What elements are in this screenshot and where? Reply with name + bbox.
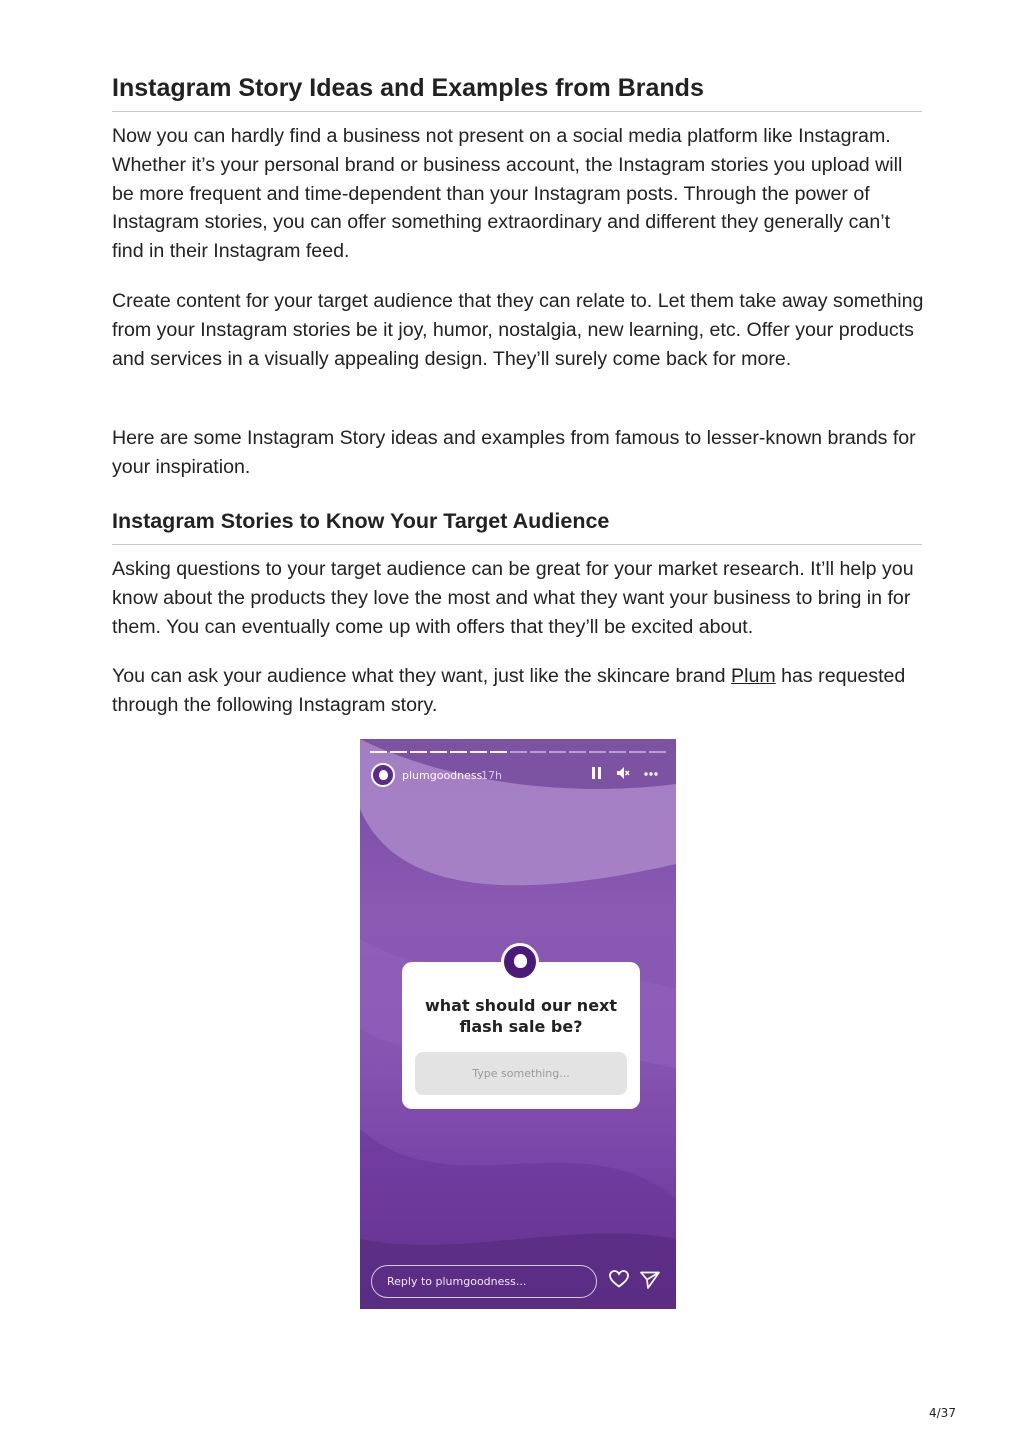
section-paragraph-1: Asking questions to your target audience can be great for your market research. It’ll help you know about the products they love the most and what they want your business to bring in for them. You can eventually come up with offers that they’ll be excited about. [112, 558, 914, 638]
avatar[interactable] [371, 763, 395, 787]
intro-paragraph-3: Here are some Instagram Story ideas and examples from famous to lesser-known brands for your inspiration. [112, 427, 916, 478]
page-number: 4/37 [929, 1406, 956, 1420]
story-progress-bar [370, 751, 666, 753]
reply-input[interactable]: Reply to plumgoodness... [371, 1265, 597, 1298]
progress-segment [649, 751, 666, 753]
progress-segment [510, 751, 527, 753]
sticker-avatar [501, 943, 539, 981]
paragraph-text: has requested through the following Instagram story. [112, 665, 906, 716]
progress-segment [589, 751, 606, 753]
section-divider [112, 544, 922, 545]
section-title: Instagram Stories to Know Your Target Audience [112, 509, 610, 533]
more-icon[interactable] [643, 766, 659, 784]
progress-segment [430, 751, 447, 753]
mute-icon[interactable] [616, 766, 630, 784]
title-divider [112, 111, 922, 112]
progress-segment [470, 751, 487, 753]
paragraph-text: You can ask your audience what they want, just like the skincare brand [112, 665, 732, 687]
progress-segment [549, 751, 566, 753]
article-title: Instagram Story Ideas and Examples from Brands [112, 74, 704, 102]
section-paragraph-2 [112, 662, 924, 720]
pause-icon[interactable] [592, 766, 602, 784]
sticker-answer-input[interactable]: Type something... [415, 1052, 627, 1095]
progress-segment [450, 751, 467, 753]
intro-paragraph-1: Now you can hardly find a business not present on a social media platform like Instagram. Whether it’s your personal brand or business account, the Instagram stories you upload will be more frequent and time-dependent than your Instagram posts. Through the power of Instagram stories, you can offer something extraordinary and different they generally can’t find in their Instagram feed. [112, 125, 903, 263]
progress-segment [629, 751, 646, 753]
story-time: 17h [481, 769, 502, 782]
progress-segment [490, 751, 507, 753]
progress-segment [370, 751, 387, 753]
heart-icon[interactable] [609, 1270, 629, 1292]
send-icon[interactable] [640, 1271, 660, 1293]
progress-segment [390, 751, 407, 753]
progress-segment [569, 751, 586, 753]
instagram-story-screenshot [360, 739, 676, 1309]
plum-link[interactable]: Plum [731, 665, 776, 687]
progress-segment [530, 751, 547, 753]
progress-segment [609, 751, 626, 753]
story-username[interactable]: plumgoodness [402, 769, 483, 782]
sticker-question: what should our next flash sale be? [424, 996, 618, 1036]
progress-segment [410, 751, 427, 753]
intro-paragraph-2: Create content for your target audience that they can relate to. Let them take away something from your Instagram stories be it joy, humor, nostalgia, new learning, etc. Offer your products and services in a visually appealing design. They’ll surely come back for more. [112, 290, 924, 370]
